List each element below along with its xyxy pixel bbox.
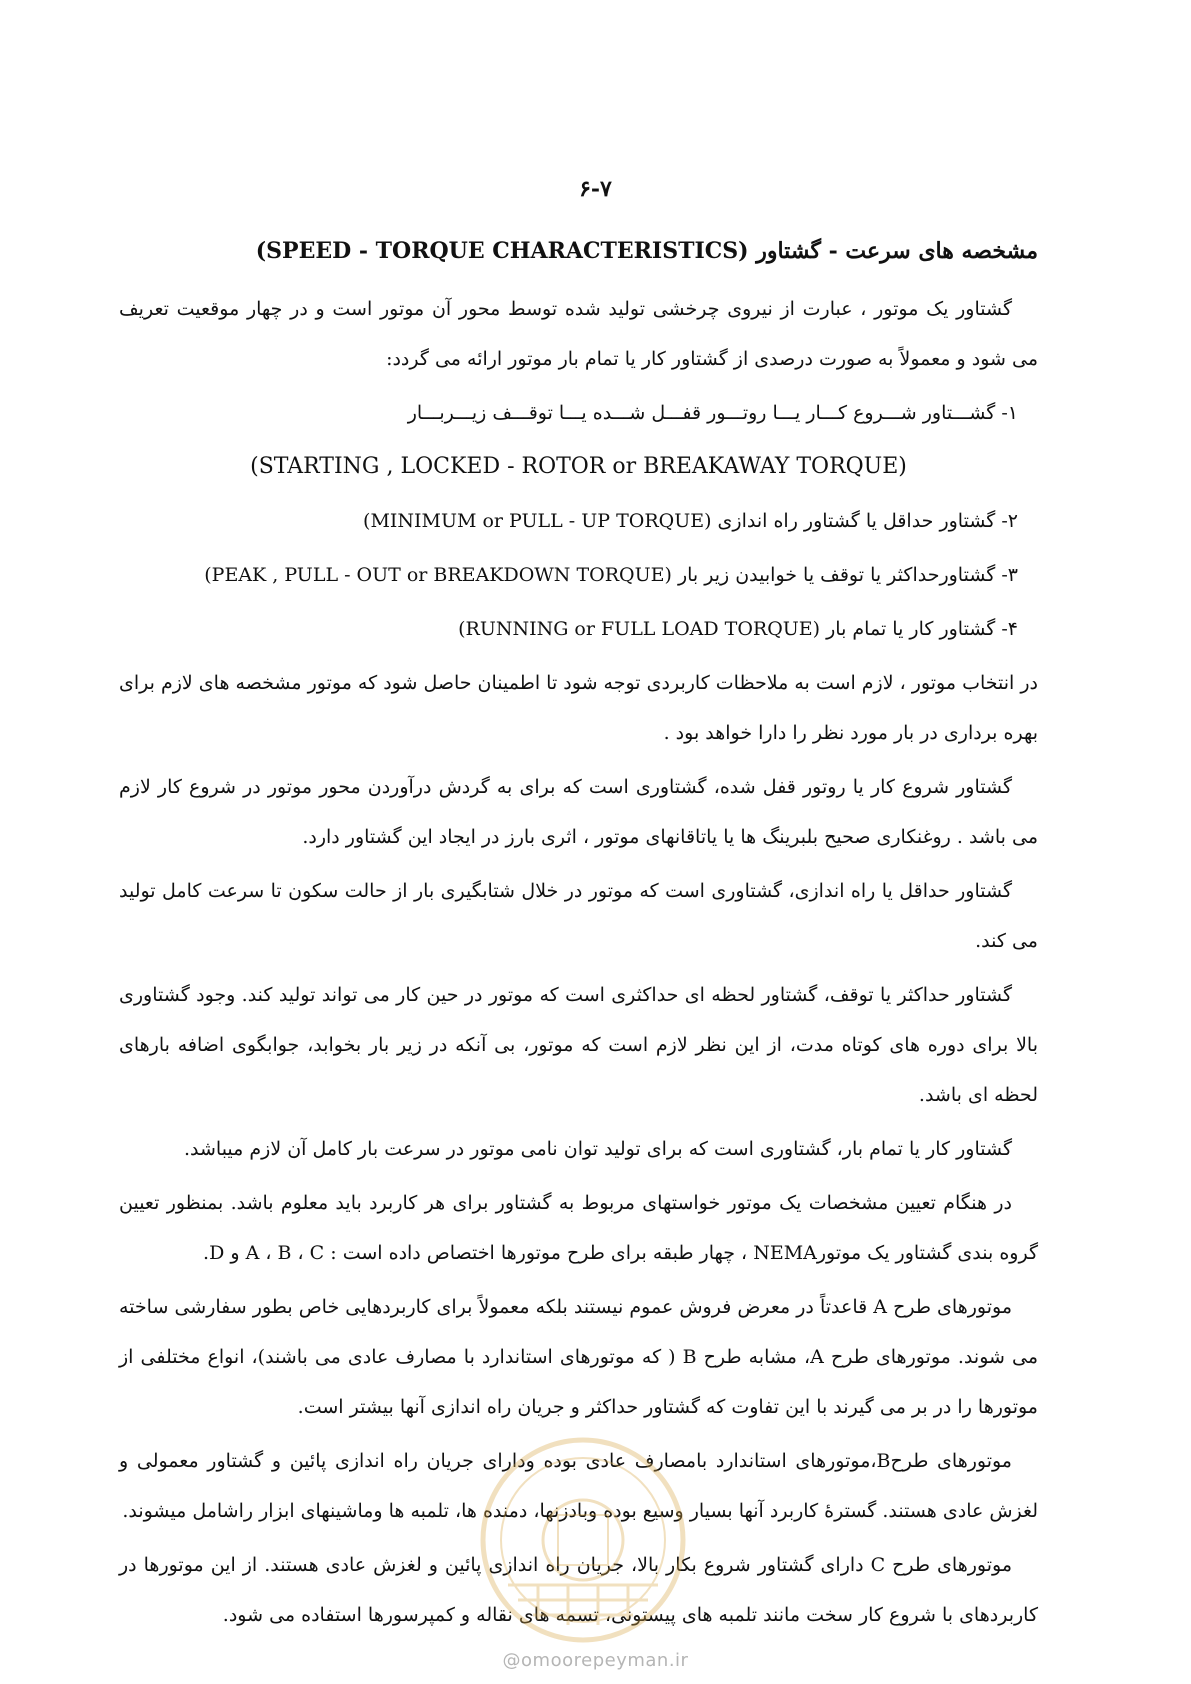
paragraph: در انتخاب موتور ، لازم است به ملاحظات کاربردی توجه شود تا اطمینان حاصل شود که موتور مشخصه های لازم برای بهره برداری در بار مورد نظر را دارا خواهد بود . (119, 672, 1038, 744)
section-heading: مشخصه های سرعت - گشتاور (SPEED - TORQUE CHARACTERISTICS) (255, 238, 1038, 264)
paragraph: گشتاور کار یا تمام بار، گشتاوری است که برای تولید توان نامی موتور در سرعت بار کامل آن لازم میباشد. (183, 1138, 1012, 1160)
paragraph: گشتاور یک موتور ، عبارت از نیروی چرخشی تولید شده توسط محور آن موتور است و در چهار موقعیت تعریف می شود و معمولاً به صورت درصدی از گشتاور کار یا تمام بار موتور ارائه می گردد: (119, 298, 1038, 370)
paragraph: موتورهای طرح A قاعدتاً در معرض فروش عموم نیستند بلکه معمولاً برای کاربردهایی خاص بطور سفارشی ساخته می شوند. موتورهای طرح A، مشابه طرح B ( که موتورهای استاندارد با مصارف عادی می باشند)، انواع مختلفی از موتورها را در بر می گیرند با این تفاوت که گشتاور حداکثر و جریان راه اندازی آنها بیشتر است. (119, 1296, 1038, 1418)
paragraph: موتورهای طرح C دارای گشتاور شروع بکار بالا، جریان راه اندازی پائین و لغزش عادی هستند. از این موتورها در کاربردهای با شروع کار سخت مانند تلمبه های پیستونی، تسمه های نقاله و کمپرسورها استفاده می شود. (119, 1554, 1038, 1626)
list-item: ۲- گشتاور حداقل یا گشتاور راه اندازی (MINIMUM or PULL - UP TORQUE) (363, 510, 1018, 532)
watermark-url: @omoorepeyman.ir (502, 1650, 689, 1671)
english-term-line: (STARTING , LOCKED - ROTOR or BREAKAWAY TORQUE) (250, 454, 907, 479)
body-text (119, 284, 1038, 1644)
page-number: ۶-۷ (579, 176, 612, 202)
paragraph: گشتاور شروع کار یا روتور قفل شده، گشتاوری است که برای به گردش درآوردن محور موتور در شروع کار لازم می باشد . روغنکاری صحیح بلبرینگ ها یا یاتاقانهای موتور ، اثری بارز در ایجاد این گشتاور دارد. (119, 776, 1038, 848)
paragraph: گشتاور حداکثر یا توقف، گشتاور لحظه ای حداکثری است که موتور در حین کار می تواند تولید کند. وجود گشتاوری بالا برای دوره های کوتاه مدت، از این نظر لازم است که موتور، بی آنکه در زیر بار بخوابد، جوابگوی اضافه بارهای لحظه ای باشد. (119, 984, 1038, 1106)
paragraph: گشتاور حداقل یا راه اندازی، گشتاوری است که موتور در خلال شتابگیری بار از حالت سکون تا سرعت کامل تولید می کند. (119, 880, 1038, 952)
paragraph: در هنگام تعیین مشخصات یک موتور خواستهای مربوط به گشتاور برای هر کاربرد باید معلوم باشد. بمنظور تعیین گروه بندی گشتاور یک موتورNEMA ، چهار طبقه برای طرح موتورها اختصاص داده است : A ، B ، C و D. (119, 1192, 1038, 1264)
paragraph: موتورهای طرحB،موتورهای استاندارد بامصارف عادی بوده ودارای جریان راه اندازی پائین و گشتاور معمولی و لغزش عادی هستند. گسترهٔ کاربرد آنها بسیار وسیع بوده وبادزنها، دمنده ها، تلمبه ها وماشینهای ابزار راشامل میشوند. (119, 1450, 1038, 1522)
list-item: ۳- گشتاورحداکثر یا توقف یا خوابیدن زیر بار (PEAK , PULL - OUT or BREAKDOWN TORQUE) (204, 564, 1018, 586)
list-item: ۴- گشتاور کار یا تمام بار (RUNNING or FULL LOAD TORQUE) (458, 618, 1018, 640)
list-item: ۱- گشـــتاور شـــروع کـــار یـــا روتـــور قفـــل شـــده یـــا توقـــف زیـــربـــار (407, 402, 1018, 424)
